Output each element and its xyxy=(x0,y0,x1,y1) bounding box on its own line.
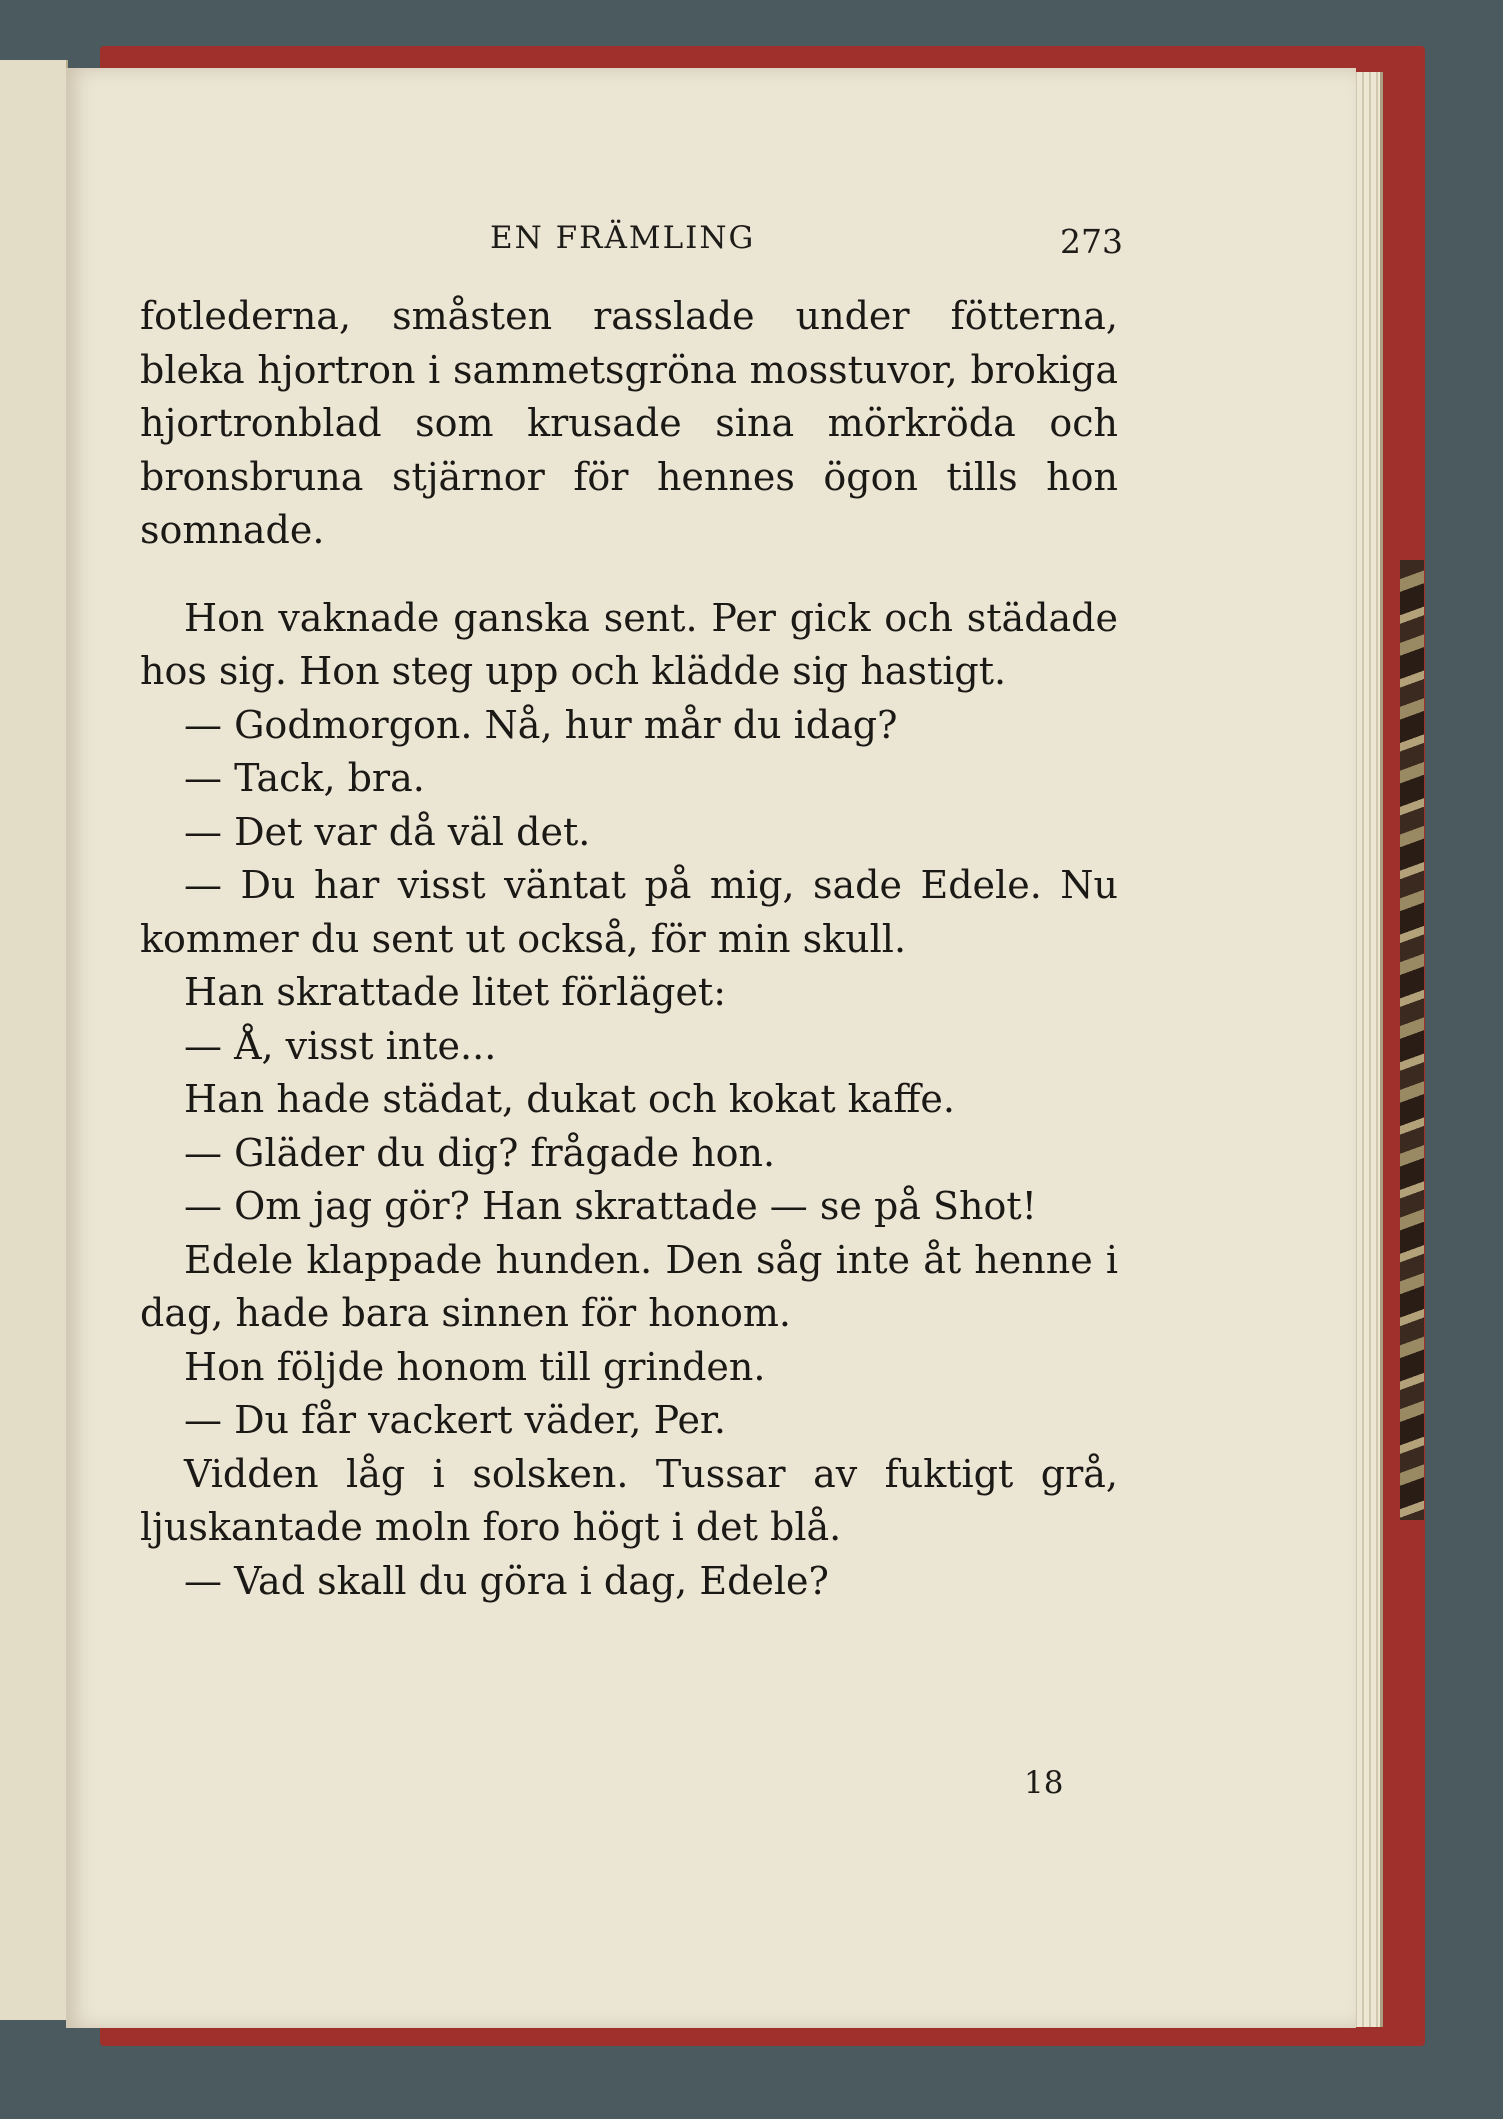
paragraph: — Om jag gör? Han skrattade — se på Shot! xyxy=(184,1184,1037,1228)
running-title: EN FRÄMLING xyxy=(490,220,756,256)
paragraph: Hon vaknade ganska sent. Per gick och städade hos sig. Hon steg upp och klädde sig hastigt. xyxy=(140,595,1118,693)
paragraph: — Du får vackert väder, Per. xyxy=(184,1398,727,1442)
paragraph: Edele klappade hunden. Den såg inte åt henne i dag, hade bara sinnen för honom. xyxy=(140,1237,1118,1335)
paragraph: Vidden låg i solsken. Tussar av fuktigt grå, ljuskantade moln foro högt i det blå. xyxy=(140,1451,1118,1549)
marbled-cover-edge xyxy=(1400,560,1424,1520)
paragraph: — Det var då väl det. xyxy=(184,809,591,854)
paragraph: — Godmorgon. Nå, hur mår du idag? xyxy=(184,702,898,747)
signature-mark: 18 xyxy=(1024,1765,1064,1801)
paragraph: — Å, visst inte... xyxy=(184,1023,497,1068)
paragraph-gap xyxy=(140,558,1118,592)
body-text xyxy=(140,290,1118,1608)
paragraph: Han skrattade litet förläget: xyxy=(184,970,727,1014)
paragraph: Han hade städat, dukat och kokat kaffe. xyxy=(184,1077,955,1121)
page-number: 273 xyxy=(1060,222,1123,261)
paragraph: — Vad skall du göra i dag, Edele? xyxy=(184,1558,829,1603)
paragraph: — Gläder du dig? frågade hon. xyxy=(184,1130,776,1175)
paragraph: fotlederna, småsten rasslade under fötterna, bleka hjortron i sammetsgröna mosstuvor, brokiga hjortronblad som krusade sina mörkröda och bronsbruna stjärnor för hennes ögon tills hon somnade. xyxy=(140,294,1118,552)
facing-page-edge xyxy=(0,60,68,2020)
paragraph: Hon följde honom till grinden. xyxy=(184,1344,766,1389)
paragraph: — Du har visst väntat på mig, sade Edele. Nu kommer du sent ut också, för min skull. xyxy=(140,863,1118,961)
paragraph: — Tack, bra. xyxy=(184,756,425,800)
